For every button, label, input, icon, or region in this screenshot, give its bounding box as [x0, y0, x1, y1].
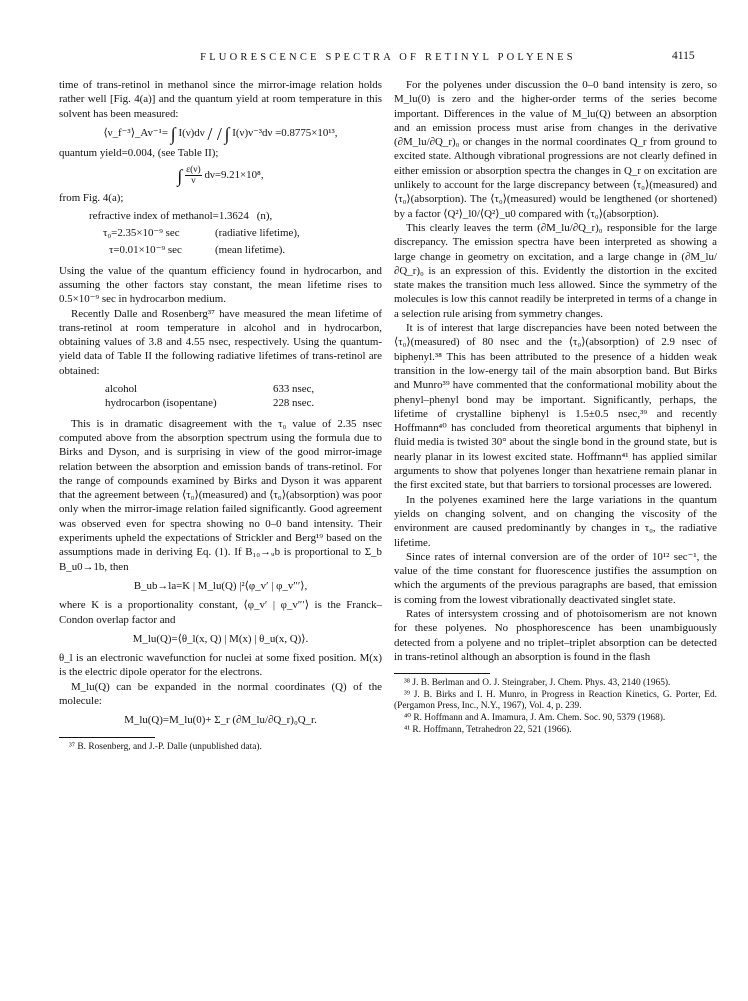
- list-item: [59, 396, 382, 410]
- mean-lifetime-value: τ=0.01×10⁻⁹ sec: [109, 244, 182, 257]
- fraction: [185, 165, 202, 186]
- paragraph: This is in dramatic disagreement with the τ₀ value of 2.35 nsec computed above from the absorption spectrum using the formula due to Birks and Dyson, and is surprising in view of the good mirror-image relation between the absorption and emission bands of trans-retinol. For the range of compounds examined by Birks and Dyson it was apparent that the agreement between ⟨τ₀⟩(measured) and ⟨τ₀⟩(absorption) was poor only when the mirror-image relation failed significantly. Good agreement was observed even for spectra showing no 0–0 band intensity. Their experiments upheld the expectations of Strickler and Berg¹⁹ based on the assumptions made in deriving Eq. (1). If B₁₀→ᵤb is proportional to Σ_b B_u0→1b, then: [59, 417, 382, 573]
- left-column: [59, 78, 382, 753]
- solvent-name: hydrocarbon (isopentane): [105, 397, 217, 410]
- paragraph: where K is a proportionality constant, ⟨φ_v′ | φ_v″′⟩ is the Franck–Condon overlap factor and: [59, 599, 382, 626]
- fraction-denominator: ν: [191, 176, 196, 187]
- equation-transition-moment: M_lu(Q)=⟨θ_l(x, Q) | M(x) | θ_u(x, Q)⟩.: [132, 632, 309, 645]
- paragraph: Recently Dalle and Rosenberg³⁷ have measured the mean lifetime of trans-retinol at room temperature in alcohol and in hydrocarbon, obtaining values of 3.8 and 4.55 nsec, respectively. Using the quantum-yield data of Table II the following radiative lifetimes of trans-retinol are obtained:: [59, 307, 382, 377]
- equation-result: =0.8775×10¹³,: [275, 126, 338, 139]
- equation-result: dν=9.21×10⁸,: [204, 169, 264, 182]
- equation-integrand: I(ν)ν⁻³dν: [232, 126, 273, 139]
- footnote: ⁴¹ R. Hoffmann, Tetrahedron 22, 521 (1966).: [404, 724, 572, 735]
- equation-transition-probability: B_ub→la=K | M_lu(Q) |²⟨φ_v′ | φ_v″′⟩,: [133, 579, 308, 592]
- footnote-divider: [59, 737, 155, 738]
- refractive-index-line: [59, 209, 382, 223]
- running-title: FLUORESCENCE SPECTRA OF RETINYL POLYENES: [200, 52, 576, 63]
- solvent-lifetime: 228 nsec.: [273, 397, 315, 410]
- footnote: ³⁸ J. B. Berlman and O. J. Steingraber, J. Chem. Phys. 43, 2140 (1965).: [404, 678, 671, 689]
- refractive-index-label: refractive index of methanol=1.3624: [89, 209, 249, 222]
- footnote-divider: [394, 673, 490, 674]
- radiative-lifetime-desc: (radiative lifetime),: [215, 227, 300, 240]
- mean-lifetime-desc: (mean lifetime).: [215, 244, 286, 257]
- fraction-numerator: ε(ν): [186, 165, 201, 176]
- paragraph: It is of interest that large discrepancies have been noted between the ⟨τ₀⟩(measured) of 80 nsec and the ⟨τ₀⟩(absorption) of 2.9 nsec of biphenyl.³⁸ This has been attributed to the presence of a hidden weak transition in the low-energy tail of the main absorption band. But Birks and Munro³⁹ have commented that the conformational mobility about the phenyl–phenyl bond may be important. Significantly, perhaps, the lifetime of crystalline biphenyl is 1.5±0.5 nsec,³⁹ and recently Hoffmann⁴⁰ has concluded from theoretical arguments that biphenyl in fluid media is twisted 30° about the single bond in the ground state, but is nearly planar in its lowest excited state. Hoffmann⁴¹ has applied similar arguments to show that polyenes longer than hexatriene remain planar in the first excited state, but that barriers to torsional processes are lowered.: [394, 322, 717, 492]
- refractive-index-symbol: (n),: [256, 209, 273, 222]
- paragraph: Using the value of the quantum efficiency found in hydrocarbon, and assuming the other factors stay constant, the mean lifetime rises to 0.5×10⁻⁹ sec in hydrocarbon medium.: [59, 264, 382, 306]
- equation-mean-frequency: [59, 123, 382, 144]
- radiative-lifetime-value: τ₀=2.35×10⁻⁹ sec: [103, 227, 180, 240]
- paragraph: In the polyenes examined here the large variations in the quantum yields on changing solvent, and on changing the viscosity of the environment are caused predominantly by changes in τ₀, the radiative lifetime.: [394, 493, 717, 549]
- paragraph: time of trans-retinol in methanol since the mirror-image relation holds rather well [Fig. 4(a)] and the quantum yield at room temperature in this solvent has been measured:: [59, 79, 382, 120]
- equation-integrand: I(ν)dν: [178, 126, 205, 139]
- paragraph: M_lu(Q) can be expanded in the normal coordinates (Q) of the molecule:: [59, 680, 382, 707]
- footnote: ³⁹ J. B. Birks and I. H. Munro, in Progress in Reaction Kinetics, G. Porter, Ed. (Pergamon Press, Inc., N.Y., 1967), Vol. 4, p. 239.: [394, 689, 717, 712]
- equation-series-expansion: M_lu(Q)=M_lu(0)+ Σ_r (∂M_lu/∂Q_r)₀Q_r.: [124, 714, 317, 727]
- integral-sign-icon: ∫: [177, 166, 183, 187]
- solvent-lifetime: 633 nsec,: [273, 383, 315, 396]
- right-column: [394, 78, 717, 736]
- integral-sign-icon: ∫: [170, 123, 176, 144]
- footnote: ³⁷ B. Rosenberg, and J.-P. Dalle (unpublished data).: [69, 741, 262, 752]
- division-slash-icon: / /: [207, 123, 222, 144]
- radiative-lifetime-line: [59, 226, 382, 240]
- mean-lifetime-line: [59, 243, 382, 257]
- quantum-yield-line: quantum yield=0.004, (see Table II);: [59, 147, 219, 160]
- paragraph: θ_l is an electronic wavefunction for nuclei at some fixed position. M(x) is the electric dipole operator for the electrons.: [59, 652, 382, 679]
- footnotes: [59, 742, 382, 754]
- paragraph: For the polyenes under discussion the 0–0 band intensity is zero, so M_lu(0) is zero and the higher-order terms of the series become important. Differences in the value of M_lu(Q) between an absorption and an emission process must arise from changes in the derivative (∂M_lu/∂Q_r)₀ or changes in the normal coordinates Q_r from ground to excited state. Although vibrational progressions are not clearly defined in either emission or absorption spectra the changes in Q_r on excitation are unlikely to account for the large discrepancy between ⟨τ₀⟩(measured) and ⟨τ₀⟩(absorption). The ⟨τ₀⟩(measured) would be lengthened (or shortened) by a factor ⟨Q²⟩_l0/⟨Q²⟩_u0 compared with ⟨τ₀⟩(absorption).: [394, 79, 717, 220]
- from-figure-line: from Fig. 4(a);: [59, 192, 124, 205]
- radiative-lifetime-list: [59, 382, 382, 411]
- equation-integrated-extinction: [59, 165, 382, 186]
- paragraph: This clearly leaves the term (∂M_lu/∂Q_r)₀ responsible for the large discrepancy. The emission spectra have been interpreted as showing a large change in geometry on excitation, and a large change in (∂M_lu/∂Q_r)₀ is an expression of this. Evidently the distortion in the excited state makes the transition much less allowed. Since the symmetry of the molecules is low this cannot readily be interpreted in terms of a change in a selection rule arising from symmetry changes.: [394, 221, 717, 320]
- solvent-name: alcohol: [105, 383, 138, 396]
- equation-lhs: ⟨ν_f⁻³⟩_Av⁻¹=: [103, 126, 169, 139]
- integral-sign-icon: ∫: [224, 123, 230, 144]
- page-number: 4115: [672, 50, 695, 62]
- list-item: [59, 382, 382, 396]
- footnote: ⁴⁰ R. Hoffmann and A. Imamura, J. Am. Chem. Soc. 90, 5379 (1968).: [404, 712, 666, 723]
- paragraph: Since rates of internal conversion are of the order of 10¹² sec⁻¹, the value of the time constant for fluorescence justifies the assumption on which the arguments of the previous paragraphs are based, that emission is coming from the lowest vibrationally deactivated singlet state.: [394, 550, 717, 606]
- paragraph: Rates of intersystem crossing and of photoisomerism are not known for these polyenes. No phosphorescence has been unambiguously detected from a polyene and no triplet–triplet absorption can be detected in trans-retinol although an absorption is found in the flash: [394, 607, 717, 663]
- footnotes: [394, 678, 717, 736]
